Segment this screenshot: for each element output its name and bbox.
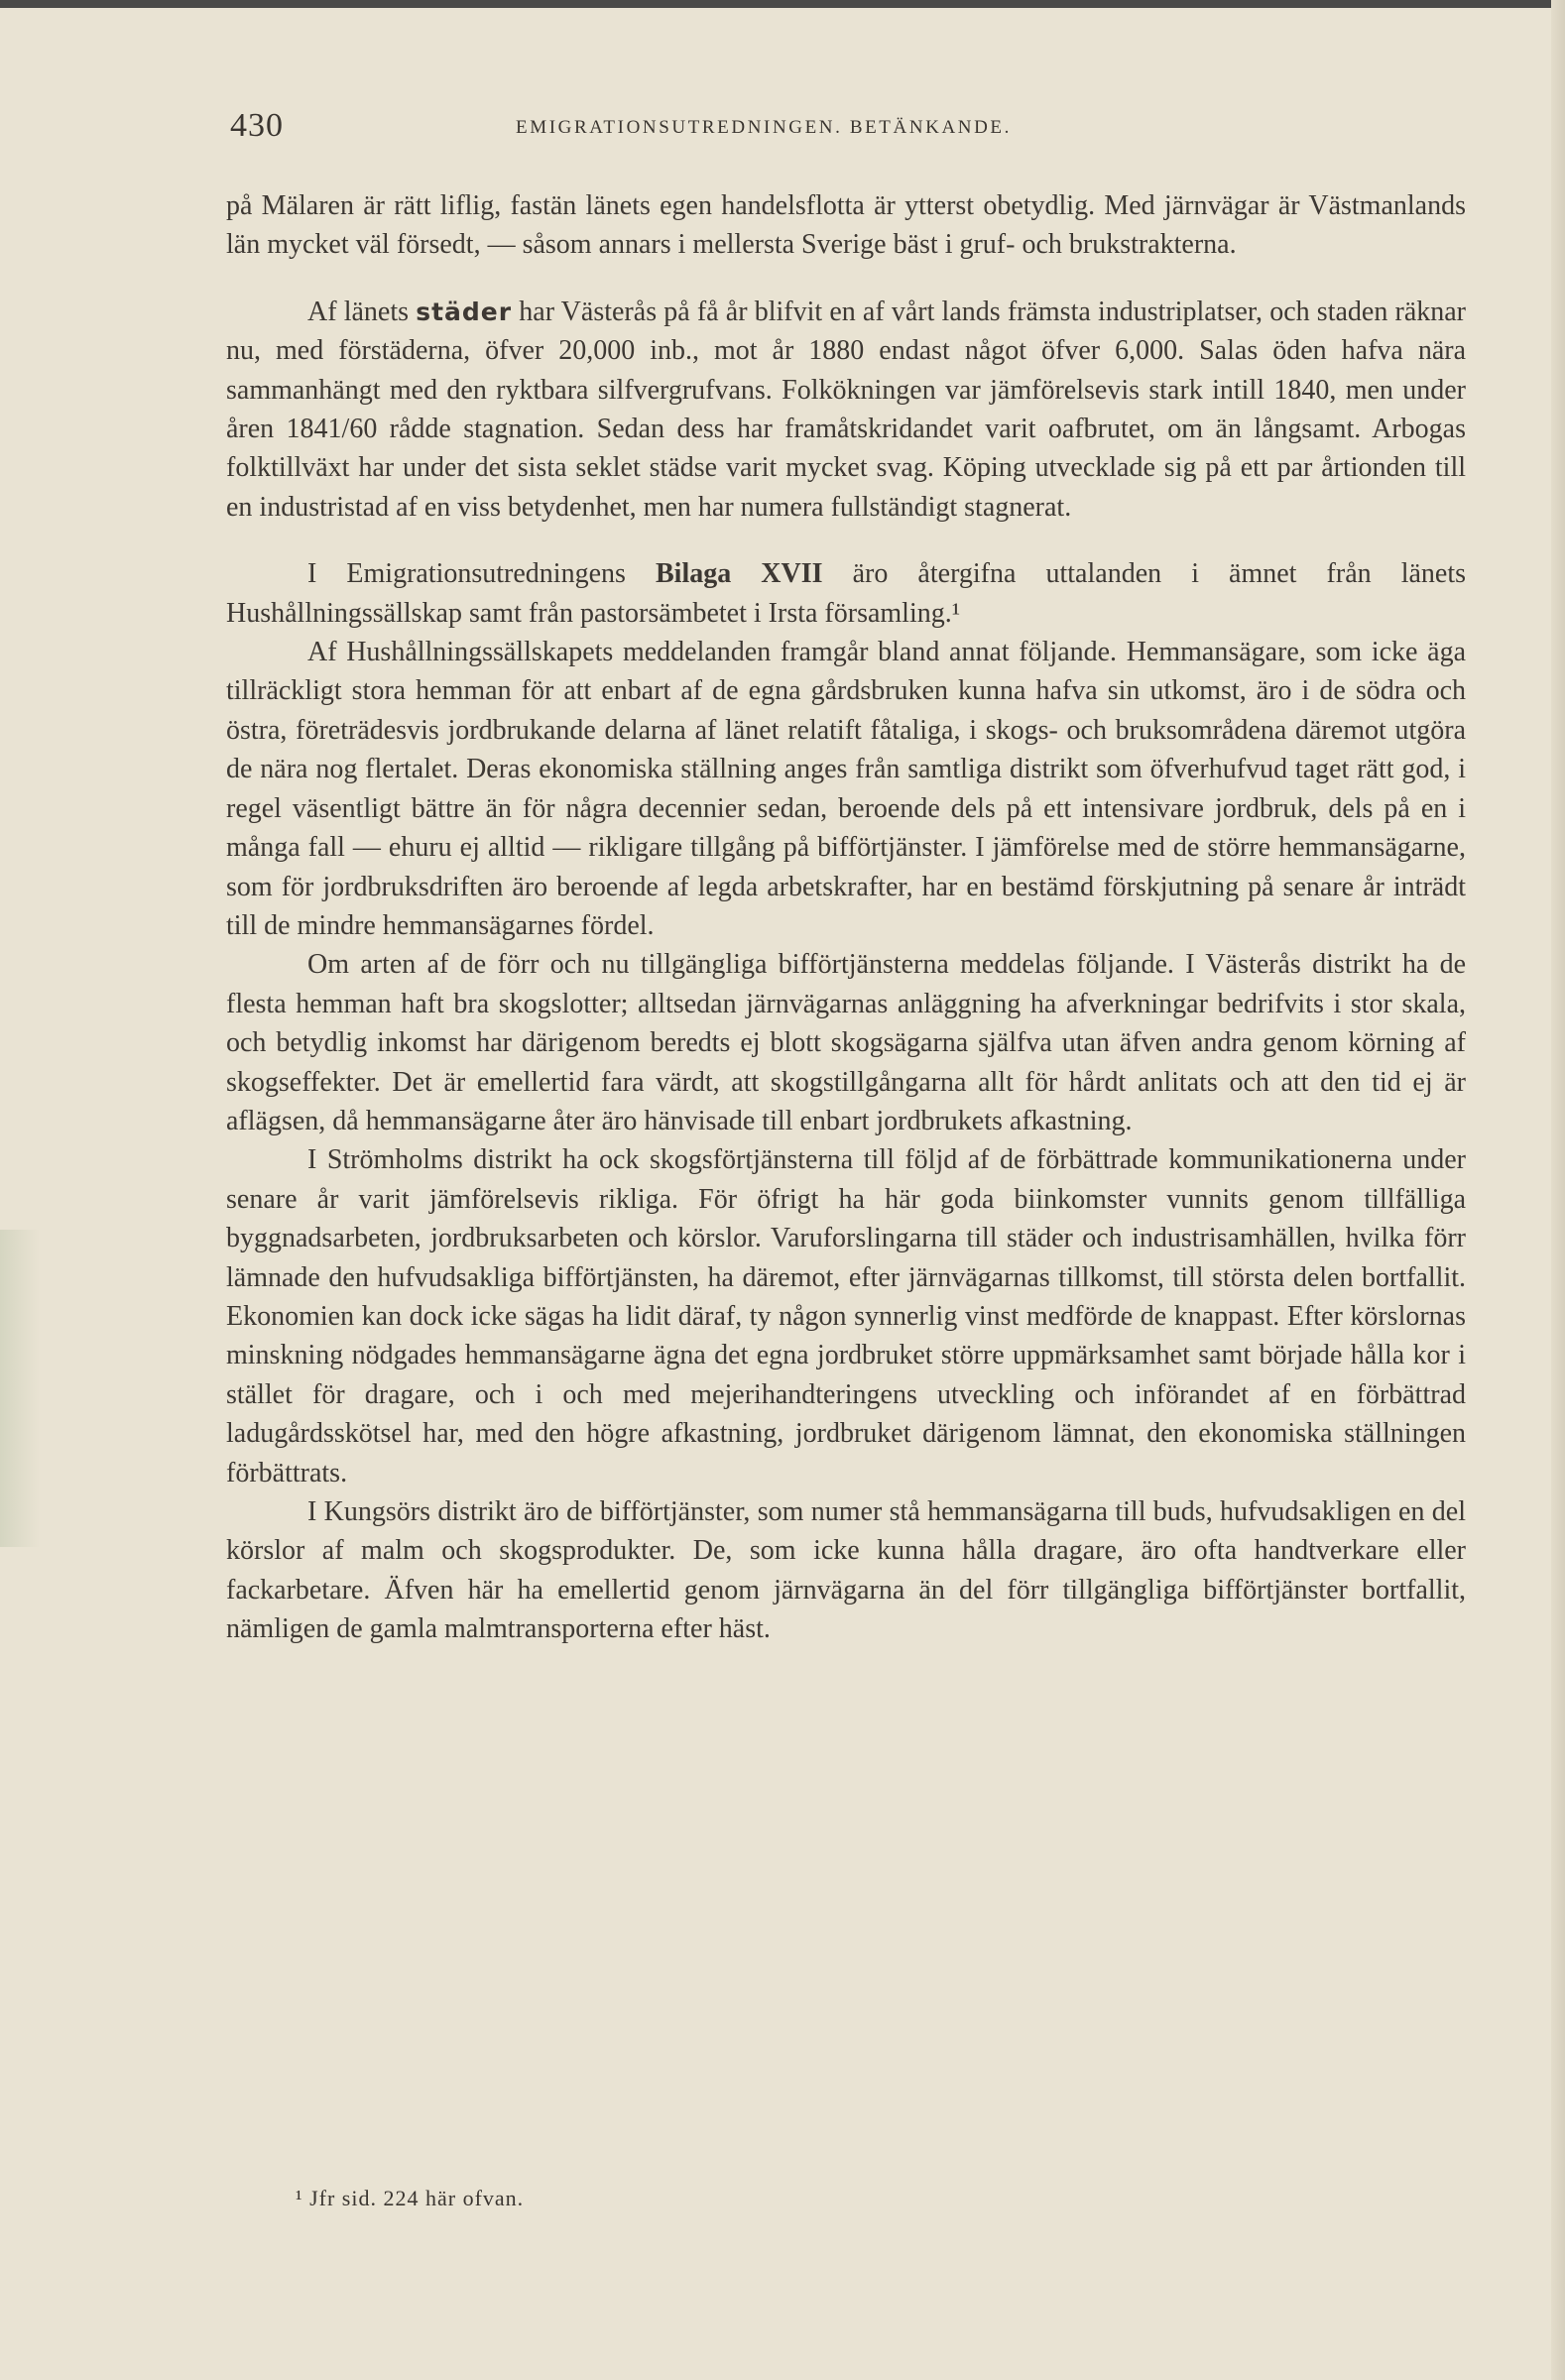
page-number: 430 — [230, 107, 284, 144]
body-text — [226, 186, 1466, 1649]
keyword-bilaga: Bilaga XVII — [655, 558, 823, 590]
keyword-stader: städer — [416, 297, 513, 326]
paragraph-3 — [226, 554, 1466, 633]
paragraph-2 — [226, 293, 1466, 527]
paragraph-3-start: I Emigrationsutredningens — [307, 558, 656, 590]
paragraph-1: på Mälaren är rätt liflig, fastän länets egen handelsflotta är ytterst obetydlig. Med järnvägar är Västmanlands län mycket väl försedt, — såsom annars i mellersta Sverige bäst i gruf- och brukstrakterna. — [226, 190, 1466, 261]
paragraph-2-rest: har Västerås på få år blifvit en af vårt lands främsta industriplatser, och staden räknar nu, med förstäderna, öfver 20,000 inb., mot år 1880 endast något öfver 6,000. Salas öden hafva nära sammanhängt med den ryktbara silfvergrufvans. Folkökningen var jämförelsevis stark intill 1840, men under åren 1841/60 rådde stagnation. Sedan dess har framåtskridandet varit oafbrutet, om än långsamt. Arbogas folktillväxt har under det sista seklet städse varit mycket svag. Köping utvecklade sig på ett par årtionden till en industristad af en viss betydenhet, men har numera fullständigt stagnerat. — [226, 296, 1466, 523]
paragraph-5: Om arten af de förr och nu tillgängliga bifförtjänsterna meddelas följande. I Västerås distrikt ha de flesta hemman haft bra skogslotter; alltsedan järnvägarnas anläggning ha afverkningar bedrifvits i stor skala, och betydlig inkomst har därigenom beredts ej blott skogsägarna själfva utan äfven andra genom körning af skogseffekter. Det är emellertid fara värdt, att skogstillgångarna allt för hårdt anlitats och att den tid ej är aflägsen, då hemmansägarne åter äro hänvisade till enbart jordbrukets afkastning. — [226, 949, 1466, 1136]
paragraph-2-start: Af länets — [307, 296, 417, 327]
page-header — [230, 107, 1470, 157]
running-head: EMIGRATIONSUTREDNINGEN. BETÄNKANDE. — [516, 117, 1012, 138]
paragraph-3-rest: äro återgifna uttalanden i ämnet från länets Hushållningssällskap samt från pastorsämbetet i Irsta församling.¹ — [226, 558, 1467, 629]
footnote: ¹ Jfr sid. 224 här ofvan. — [296, 2186, 525, 2210]
paragraph-6: I Strömholms distrikt ha ock skogsförtjänsterna till följd af de förbättrade kommunikationerna under senare år varit jämförelsevis rikliga. För öfrigt ha här goda biinkomster vunnits genom tillfälliga byggnadsarbeten, jordbruksarbeten och körslor. Varuforslingarna till städer och industrisamhällen, hvilka förr lämnade den hufvudsakliga bifförtjänsten, ha däremot, efter järnvägarnas tillkomst, till största delen bortfallit. Ekonomien kan dock icke sägas ha lidit däraf, ty någon synnerlig vinst medförde de knappast. Efter körslornas minskning nödgades hemmansägarne ägna det egna jordbruket större uppmärksamhet samt började hålla kor i stället för dragare, och i och med mejerihandteringens utveckling och införandet af en förbättrad ladugårdsskötsel har, med den högre afkastning, jordbruket därigenom lämnat, den ekonomiska ställningen förbättrats. — [226, 1144, 1466, 1488]
paragraph-7: I Kungsörs distrikt äro de bifförtjänster, som numer stå hemmansägarna till buds, hufvudsakligen en del körslor af malm och skogsprodukter. De, som icke kunna hålla dragare, äro ofta handtverkare eller fackarbetare. Äfven här ha emellertid genom järnvägarna än del förr tillgängliga bifförtjänster bortfallit, nämligen de gamla malmtransporterna efter häst. — [226, 1496, 1466, 1645]
paragraph-4: Af Hushållningssällskapets meddelanden framgår bland annat följande. Hemmansägare, som icke äga tillräckligt stora hemman för att enbart af de egna gårdsbruken kunna hafva sin utkomst, äro i de södra och östra, företrädesvis jordbrukande delarna af länet relatift fåtaliga, i skogs- och bruksområdena däremot utgöra de nära nog flertalet. Deras ekonomiska ställning anges från samtliga distrikt som öfverhufvud taget rätt god, i regel väsentligt bättre än för några decennier sedan, beroende dels på ett intensivare jordbruk, dels på en i många fall — ehuru ej alltid — rikligare tillgång på bifförtjänster. I jämförelse med de större hemmansägarne, som för jordbruksdriften äro beroende af legda arbetskrafter, har en bestämd förskjutning på senare år inträdt till de mindre hemmansägarnes fördel. — [226, 637, 1466, 941]
